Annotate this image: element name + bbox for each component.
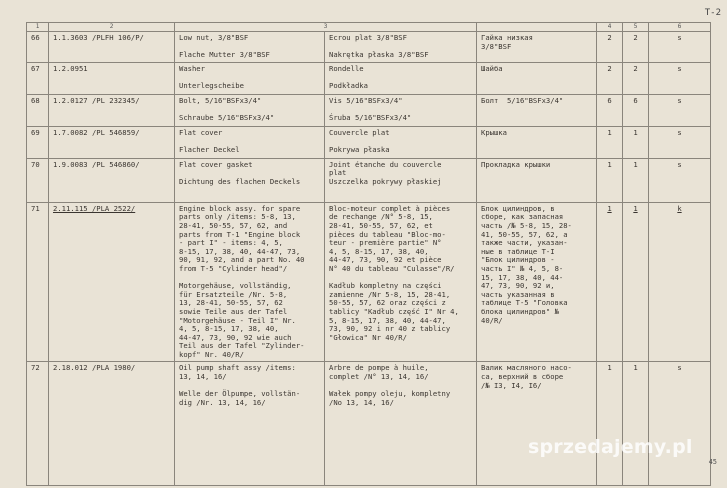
part-code: 1.1.3603 /PLFH 106/P/ [49, 32, 175, 63]
description-en-de: Low nut, 3/8"BSF Flache Mutter 3/8"BSF [175, 32, 325, 63]
description-en-de: Oil pump shaft assy /items: 13, 14, 16/ Welle der Ölpumpe, vollstän- dig /Nr. 13, 14, 16/ [175, 362, 325, 486]
quantity-a: 1 [597, 362, 623, 486]
col-header-blank [477, 23, 597, 32]
item-number: 66 [27, 32, 49, 63]
item-number: 72 [27, 362, 49, 486]
quantity-a: 1 [597, 126, 623, 158]
quantity-b: 1 [623, 362, 649, 486]
page-number: 45 [708, 458, 717, 466]
unit: s [649, 158, 711, 202]
watermark [528, 436, 693, 458]
description-fr-pl: Couvercle plat Pokrywa płaska [325, 126, 477, 158]
quantity-b: 1 [623, 202, 649, 362]
item-number: 71 [27, 202, 49, 362]
quantity-a: 2 [597, 32, 623, 63]
unit: s [649, 126, 711, 158]
description-ru: Шайба [477, 62, 597, 94]
quantity-a: 6 [597, 94, 623, 126]
quantity-a: 1 [597, 158, 623, 202]
description-fr-pl: Ecrou plat 3/8"BSF Nakrętka płaska 3/8"BSF [325, 32, 477, 63]
description-fr-pl: Rondelle Podkładka [325, 62, 477, 94]
description-fr-pl: Bloc-moteur complet à pièces de rechange /N° 5-8, 15, 28-41, 50-55, 57, 62, et pièces du tableau "Bloc-mo- teur - première partie" N° 4, 5, 8-15, 17, 38, 40, 44-47, 73, 90, 92 et pièce N° 40 du tableau "Culasse"/R/ Kadłub kompletny na części zamienne /Nr 5-8, 15, 28-41, 50-55, 57, 62 oraz części z tablicy "Kadłub część I" Nr 4, 5, 8-15, 17, 38, 40, 44-47, 73, 90, 92 i nr 40 z tablicy "Głowica" Nr 40/R/ [325, 202, 477, 362]
description-ru: Крышка [477, 126, 597, 158]
quantity-b: 2 [623, 32, 649, 63]
table-row [27, 126, 711, 158]
description-en-de: Flat cover Flacher Deckel [175, 126, 325, 158]
item-number: 69 [27, 126, 49, 158]
item-number: 67 [27, 62, 49, 94]
table-row [27, 32, 711, 63]
item-number: 70 [27, 158, 49, 202]
quantity-a: 2 [597, 62, 623, 94]
description-fr-pl: Joint étanche du couvercle plat Uszczelka pokrywy płaskiej [325, 158, 477, 202]
item-number: 68 [27, 94, 49, 126]
unit: s [649, 62, 711, 94]
description-en-de: Bolt, 5/16"BSFx3/4" Schraube 5/16"BSFx3/4" [175, 94, 325, 126]
col-header-4: 4 [597, 23, 623, 32]
table-row [27, 62, 711, 94]
description-fr-pl: Vis 5/16"BSFx3/4" Śruba 5/16"BSFx3/4" [325, 94, 477, 126]
watermark-text: sprzedajemy.pl [528, 436, 693, 458]
page-code: T-2 [704, 8, 721, 18]
part-code: 1.7.0082 /PL 546859/ [49, 126, 175, 158]
quantity-a: 1 [597, 202, 623, 362]
description-en-de: Flat cover gasket Dichtung des flachen Deckels [175, 158, 325, 202]
quantity-b: 6 [623, 94, 649, 126]
description-ru: Гайка низкая 3/8"BSF [477, 32, 597, 63]
table-row [27, 202, 711, 362]
table-row [27, 94, 711, 126]
part-code: 1.9.0083 /PL 546860/ [49, 158, 175, 202]
col-header-1: 1 [27, 23, 49, 32]
unit: s [649, 94, 711, 126]
quantity-b: 2 [623, 62, 649, 94]
unit: s [649, 362, 711, 486]
description-fr-pl: Arbre de pompe à huile, complet /N° 13, 14, 16/ Wałek pompy oleju, kompletny /No 13, 14, 16/ [325, 362, 477, 486]
col-header-6: 6 [649, 23, 711, 32]
part-code: 1.2.0951 [49, 62, 175, 94]
table-row [27, 362, 711, 486]
description-ru: Прокладка крышки [477, 158, 597, 202]
description-ru: Блок цилиндров, в сборе, как запасная часть /№ 5-8, 15, 28- 41, 50-55, 57, 62, а также части, указан- ные в таблице Т-I "Блок цилиндров - часть I" № 4, 5, 8- 15, 17, 38, 40, 44- 47, 73, 90, 92 и, часть указанная в таблице Т-5 "Головка блока цилиндров" № 40/R/ [477, 202, 597, 362]
unit: s [649, 32, 711, 63]
description-en-de: Engine block assy. for spare parts only /items: 5-8, 13, 28-41, 50-55, 57, 62, and parts from T-1 "Engine block - part I" - items: 4, 5, 8-15, 17, 38, 40, 44-47, 73, 90, 91, 92, and a part No. 40 from T-5 "Cylinder head"/ Motorgehäuse, vollständig, für Ersatzteile /Nr. 5-8, 13, 28-41, 50-55, 57, 62 sowie Teile aus der Tafel "Motorgehäuse - Teil I" Nr. 4, 5, 8-15, 17, 38, 40, 44-47, 73, 90, 92 wie auch Teil aus der Tafel "Zylinder- kopf" Nr. 40/R/ [175, 202, 325, 362]
description-en-de: Washer Unterlegscheibe [175, 62, 325, 94]
col-header-5: 5 [623, 23, 649, 32]
quantity-b: 1 [623, 158, 649, 202]
quantity-b: 1 [623, 126, 649, 158]
part-code: 2.18.012 /PLA 1980/ [49, 362, 175, 486]
part-code: 2.11.115 /PLA 2522/ [49, 202, 175, 362]
description-ru: Болт 5/16"BSFx3/4" [477, 94, 597, 126]
part-code: 1.2.0127 /PL 232345/ [49, 94, 175, 126]
parts-table [26, 22, 711, 486]
table-row [27, 158, 711, 202]
col-header-2: 2 [49, 23, 175, 32]
unit: k [649, 202, 711, 362]
description-ru: Валик масляного насо- са, верхний в сборе /№ I3, I4, I6/ [477, 362, 597, 486]
column-header-row [27, 23, 711, 32]
col-header-3: 3 [175, 23, 477, 32]
